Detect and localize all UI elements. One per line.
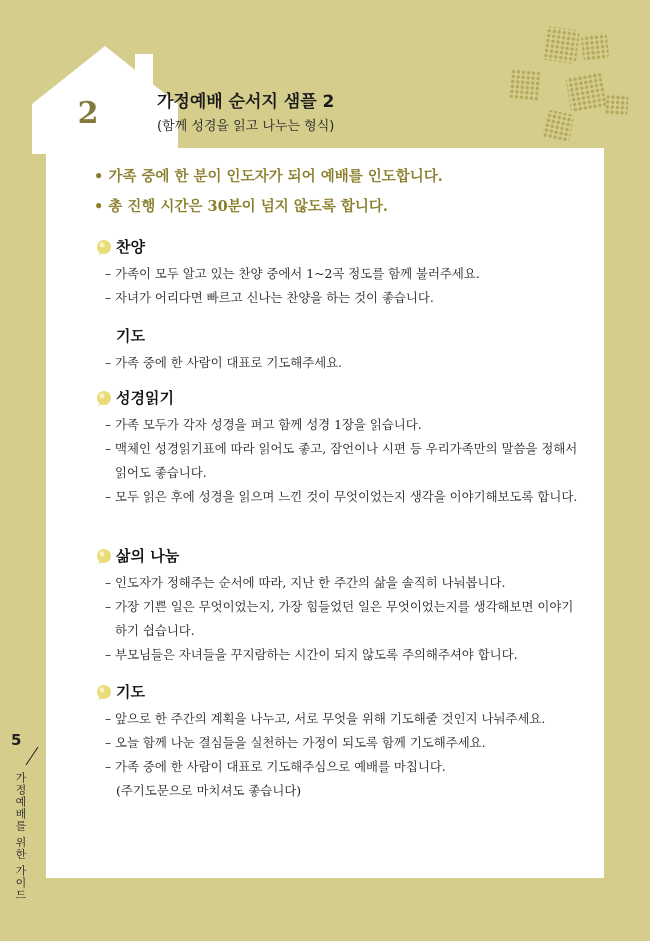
section-prayer-opening — [96, 325, 585, 375]
section-prayer-closing — [96, 681, 585, 803]
list-item: – 가족이 모두 알고 있는 찬양 중에서 1~2곡 정도를 함께 불러주세요. — [96, 262, 585, 286]
key-point: • 가족 중에 한 분이 인도자가 되어 예배를 인도합니다. — [94, 168, 443, 185]
list-item: – 모두 읽은 후에 성경을 읽으며 느낀 것이 무엇이었는지 생각을 이야기해보도록 합니다. — [96, 485, 585, 509]
key-points — [94, 162, 443, 222]
section-life-sharing — [96, 545, 585, 667]
list-item: – 부모님들은 자녀들을 꾸지람하는 시간이 되지 않도록 주의해주셔야 합니다. — [96, 643, 585, 667]
divider-slash — [24, 746, 40, 766]
section-title: 찬양 — [116, 238, 145, 256]
section-title: 삶의 나눔 — [116, 547, 180, 565]
section-title: 성경읽기 — [116, 389, 174, 407]
decorative-dot-pattern-icon — [500, 20, 640, 150]
speech-bubble-icon — [96, 684, 113, 701]
speech-bubble-icon — [96, 548, 113, 565]
section-praise — [96, 236, 585, 310]
page-number: 5 — [11, 731, 22, 749]
list-item: – 맥체인 성경읽기표에 따라 읽어도 좋고, 잠언이나 시편 등 우리가족만의 말씀을 정해서 읽어도 좋습니다. — [96, 437, 585, 485]
page-subtitle: (함께 성경을 읽고 나누는 형식) — [157, 119, 335, 134]
section-number: 2 — [77, 96, 99, 131]
key-point: • 총 진행 시간은 30분이 넘지 않도록 합니다. — [94, 198, 388, 215]
speech-bubble-icon — [96, 239, 113, 256]
list-item: – 가족 모두가 각자 성경을 펴고 함께 성경 1장을 읽습니다. — [96, 413, 585, 437]
list-item: – 자녀가 어리다면 빠르고 신나는 찬양을 하는 것이 좋습니다. — [96, 286, 585, 310]
closing-note: (주기도문으로 마치셔도 좋습니다) — [116, 783, 302, 798]
list-item: – 인도자가 정해주는 순서에 따라, 지난 한 주간의 삶을 솔직히 나눠봅니다. — [96, 571, 585, 595]
speech-bubble-icon — [96, 390, 113, 407]
list-item: – 가족 중에 한 사람이 대표로 기도해주세요. — [96, 351, 585, 375]
list-item: – 오늘 함께 나눈 결심들을 실천하는 가정이 되도록 함께 기도해주세요. — [96, 731, 585, 755]
list-item: – 앞으로 한 주간의 계획을 나누고, 서로 무엇을 위해 기도해줄 것인지 나눠주세요. — [96, 707, 585, 731]
section-title: 기도 — [116, 683, 145, 701]
section-title: 기도 — [116, 327, 145, 345]
section-bible-reading — [96, 387, 585, 509]
list-item: – 가장 기쁜 일은 무엇이었는지, 가장 힘들었던 일은 무엇이었는지를 생각해보면 이야기하기 쉽습니다. — [96, 595, 585, 643]
page-title: 가정예배 순서지 샘플 2 — [157, 92, 335, 112]
guide-title-vertical: 가정예배를 위한 가이드 — [14, 772, 27, 901]
list-item: – 가족 중에 한 사람이 대표로 기도해주심으로 예배를 마칩니다. — [96, 755, 585, 779]
